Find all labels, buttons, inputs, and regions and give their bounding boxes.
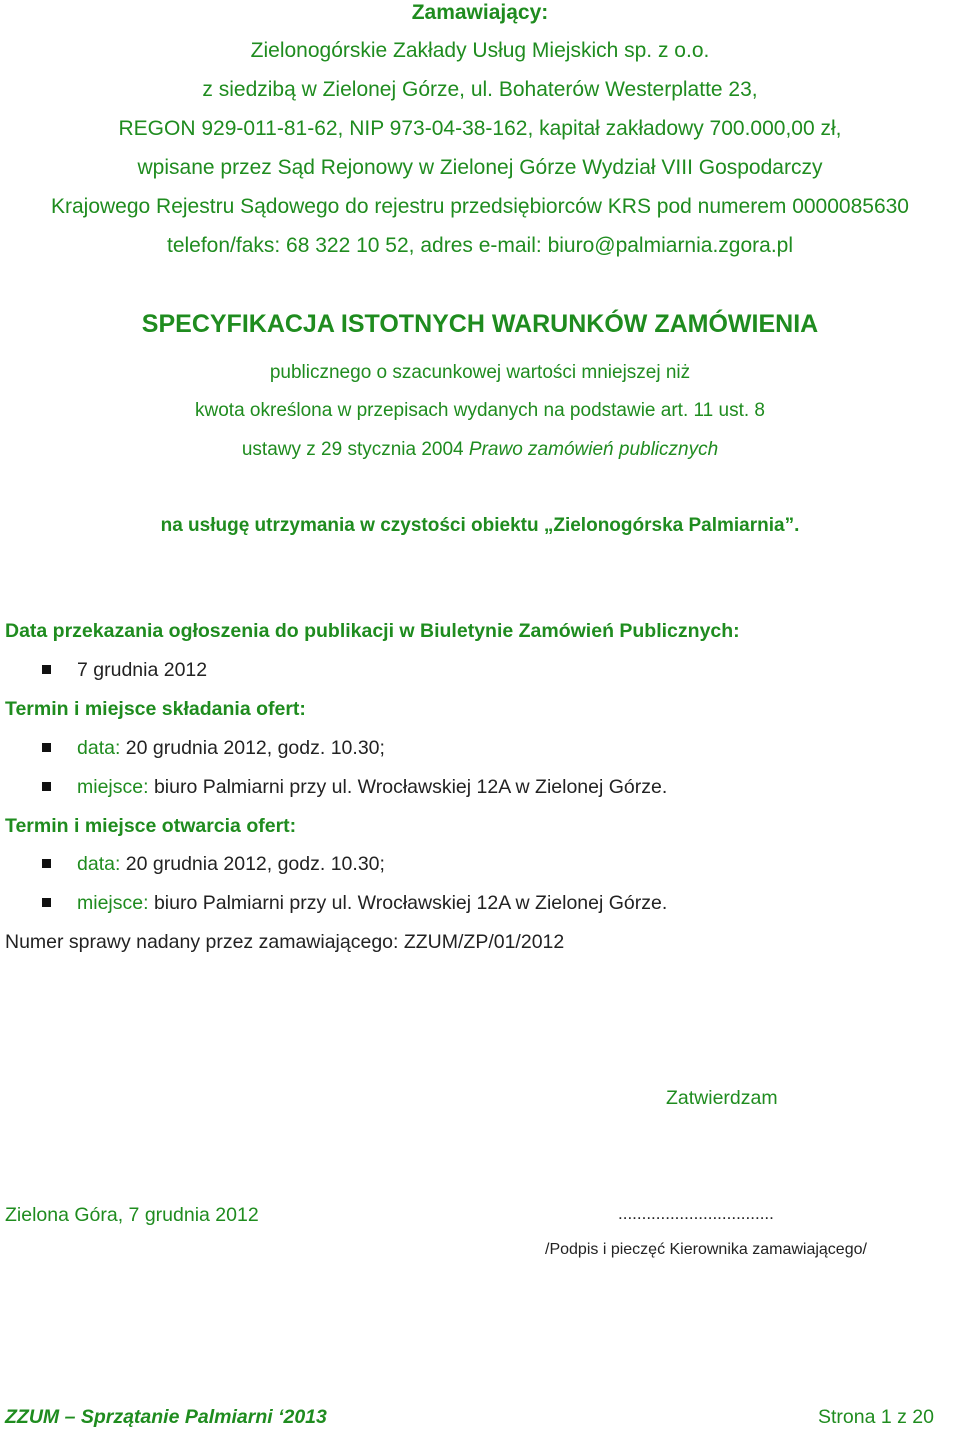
submission-place-value: biuro Palmiarni przy ul. Wrocławskiej 12A w Zielonej Górze. [153, 776, 668, 798]
bullet-icon [42, 898, 51, 907]
company-contact [0, 234, 960, 258]
submission-date-value: 20 grudnia 2012, godz. 10.30; [125, 737, 385, 759]
opening-place-label: miejsce: [77, 892, 154, 914]
signature-dots: ................................. [618, 1204, 774, 1223]
publication-date: 7 grudnia 2012 [77, 659, 208, 681]
company-court: wpisane przez Sąd Rejonowy w Zielonej Górze Wydział VIII Gospodarczy [137, 156, 823, 179]
page-number: Strona 1 z 20 [818, 1406, 934, 1428]
bullet-icon [42, 665, 51, 674]
case-number: Numer sprawy nadany przez zamawiającego: ZZUM/ZP/01/2012 [5, 931, 565, 953]
contact-prefix: telefon/faks: 68 322 10 52, adres [166, 234, 479, 257]
opening-date-value: 20 grudnia 2012, godz. 10.30; [125, 853, 385, 875]
bullet-icon [42, 743, 51, 752]
company-regon: REGON 929-011-81-62, NIP 973-04-38-162, kapitał zakładowy 700.000,00 zł, [118, 117, 842, 140]
opening-place-value: biuro Palmiarni przy ul. Wrocławskiej 12A w Zielonej Górze. [153, 892, 668, 914]
signature-caption: /Podpis i pieczęć Kierownika zamawiającego/ [545, 1241, 867, 1258]
spec-line-3-prefix: ustawy z 29 stycznia 2004 [241, 439, 469, 460]
service-description: na usługę utrzymania w czystości obiektu „Zielonogórska Palmiarnia”. [160, 515, 800, 536]
contact-email[interactable]: biuro@palmiarnia.zgora.pl [547, 234, 793, 257]
spec-title: SPECYFIKACJA ISTOTNYCH WARUNKÓW ZAMÓWIENIA [141, 310, 819, 338]
spec-line-1: publicznego o szacunkowej wartości mniejszej niż [269, 362, 691, 383]
spec-line-3-law: Prawo zamówień publicznych [468, 439, 719, 460]
opening-date [77, 853, 385, 876]
submission-place-label: miejsce: [77, 776, 154, 798]
company-name: Zielonogórskie Zakłady Usług Miejskich sp. z o.o. [250, 39, 710, 62]
approve-label: Zatwierdzam [666, 1087, 778, 1109]
submission-date-label: data: [77, 737, 126, 759]
footer-left: ZZUM – Sprzątanie Palmiarni ‘2013 [5, 1406, 327, 1428]
bullet-icon [42, 782, 51, 791]
spec-line-3 [0, 439, 960, 461]
submission-date [77, 737, 385, 760]
opening-date-label: data: [77, 853, 126, 875]
submission-label: Termin i miejsce składania ofert: [5, 698, 306, 720]
bullet-icon [42, 859, 51, 868]
company-address: z siedzibą w Zielonej Górze, ul. Bohaterów Westerplatte 23, [202, 78, 758, 101]
submission-place [77, 776, 667, 799]
place-date: Zielona Góra, 7 grudnia 2012 [5, 1204, 259, 1226]
opening-place [77, 892, 667, 915]
spec-line-2: kwota określona w przepisach wydanych na podstawie art. 11 ust. 8 [195, 400, 765, 421]
publication-label: Data przekazania ogłoszenia do publikacji w Biuletynie Zamówień Publicznych: [5, 620, 740, 642]
opening-label: Termin i miejsce otwarcia ofert: [5, 815, 297, 837]
contact-email-label: e-mail: [478, 234, 548, 257]
orderer-heading: Zamawiający: [411, 1, 549, 24]
company-krs: Krajowego Rejestru Sądowego do rejestru przedsiębiorców KRS pod numerem 0000085630 [50, 195, 909, 218]
